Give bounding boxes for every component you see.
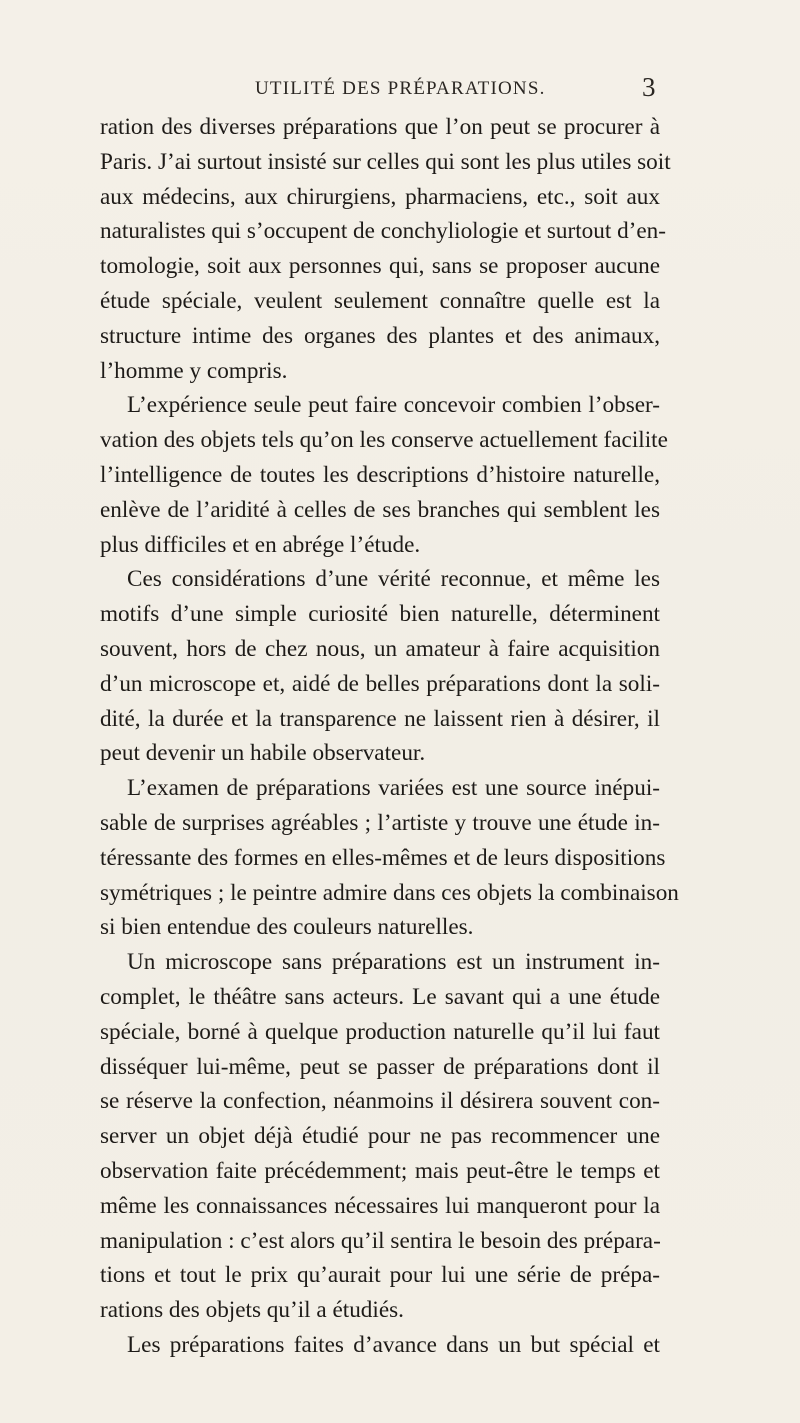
text-line: l’intelligence de toutes les descriptions d’histoire naturelle, bbox=[100, 461, 660, 488]
paragraph-start-line: L’expérience seule peut faire concevoir combien l’obser- bbox=[127, 392, 660, 419]
text-line: manipulation : c’est alors qu’il sentira le besoin des prépara- bbox=[100, 1227, 661, 1254]
text-line: tomologie, soit aux personnes qui, sans se proposer aucune bbox=[100, 253, 660, 280]
paragraph-start-line: Un microscope sans préparations est un instrument in- bbox=[127, 949, 660, 976]
paragraph-start-line: L’examen de préparations variées est une source inépui- bbox=[127, 775, 660, 802]
text-line: dité, la durée et la transparence ne laissent rien à désirer, il bbox=[100, 705, 660, 732]
page-header bbox=[0, 72, 800, 108]
text-line: enlève de l’aridité à celles de ses branches qui semblent les bbox=[100, 496, 660, 523]
body-text bbox=[100, 110, 679, 1363]
text-line: tions et tout le prix qu’aurait pour lui une série de prépa- bbox=[100, 1262, 660, 1289]
text-line: rations des objets qu’il a étudiés. bbox=[100, 1297, 404, 1324]
text-line: ration des diverses préparations que l’on peut se procurer à bbox=[100, 114, 660, 140]
text-line: téressante des formes en elles-mêmes et de leurs dispositions bbox=[100, 844, 666, 871]
text-line: aux médecins, aux chirurgiens, pharmaciens, etc., soit aux bbox=[100, 183, 660, 210]
text-line: Paris. J’ai surtout insisté sur celles qui sont les plus utiles soit bbox=[100, 148, 671, 175]
text-line: si bien entendue des couleurs naturelles. bbox=[100, 914, 474, 941]
text-line: disséquer lui-même, peut se passer de préparations dont il bbox=[100, 1053, 660, 1080]
text-line: même les connaissances nécessaires lui manqueront pour la bbox=[100, 1192, 660, 1219]
paragraph-start-line: Ces considérations d’une vérité reconnue, et même les bbox=[127, 566, 660, 593]
text-line: complet, le théâtre sans acteurs. Le savant qui a une étude bbox=[100, 983, 660, 1010]
paragraph-start-line: Les préparations faites d’avance dans un but spécial et bbox=[127, 1331, 660, 1358]
text-line: plus difficiles et en abrége l’étude. bbox=[100, 531, 421, 558]
text-line: étude spéciale, veulent seulement connaître quelle est la bbox=[100, 287, 660, 314]
text-line: server un objet déjà étudié pour ne pas recommencer une bbox=[100, 1123, 660, 1150]
text-line: structure intime des organes des plantes et des animaux, bbox=[100, 322, 660, 349]
text-line: d’un microscope et, aidé de belles préparations dont la soli- bbox=[100, 670, 660, 697]
text-line: vation des objets tels qu’on les conserve actuellement facilite bbox=[100, 427, 668, 454]
text-line: spéciale, borné à quelque production naturelle qu’il lui faut bbox=[100, 1018, 660, 1045]
text-line: peut devenir un habile observateur. bbox=[100, 740, 426, 767]
page-number: 3 bbox=[642, 72, 656, 102]
text-line: souvent, hors de chez nous, un amateur à faire acquisition bbox=[100, 635, 660, 662]
text-line: sable de surprises agréables ; l’artiste y trouve une étude in- bbox=[100, 809, 660, 836]
text-line: motifs d’une simple curiosité bien naturelle, déterminent bbox=[100, 601, 660, 628]
text-line: symétriques ; le peintre admire dans ces objets la combinaison bbox=[100, 879, 679, 906]
text-line: se réserve la confection, néanmoins il désirera souvent con- bbox=[100, 1088, 660, 1115]
text-line: naturalistes qui s’occupent de conchyliologie et surtout d’en- bbox=[100, 218, 666, 245]
running-title: UTILITÉ DES PRÉPARATIONS. bbox=[255, 78, 546, 99]
text-line: l’homme y compris. bbox=[100, 357, 288, 384]
text-line: observation faite précédemment; mais peut-être le temps et bbox=[100, 1157, 660, 1184]
